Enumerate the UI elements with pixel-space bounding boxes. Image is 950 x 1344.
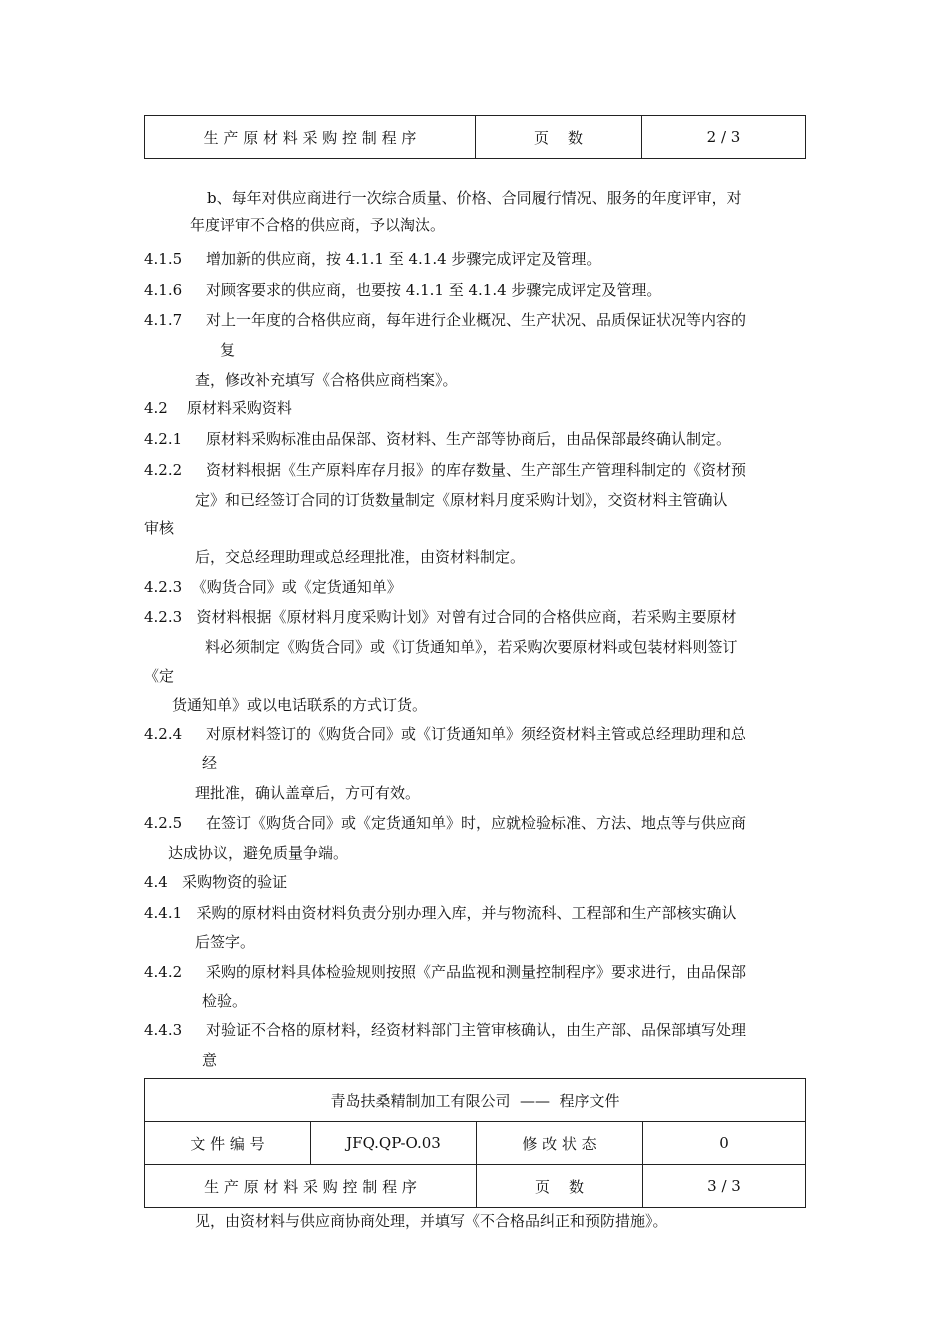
text-line: 后签字。 [195,933,256,951]
company-row [145,1079,806,1122]
header-row [145,116,806,159]
text-line: 年度评审不合格的供应商，予以淘汰。 [190,216,446,234]
text-line: 经 [202,754,218,772]
page-value-cell: 3 / 3 [643,1165,806,1208]
text-line: 货通知单》或以电话联系的方式订货。 [172,696,428,714]
text-line: 达成协议，避免质量争端。 [168,844,349,862]
revision-label-cell: 修 改 状 态 [477,1122,643,1165]
page-label-cell: 页 数 [477,1165,643,1208]
doc-title-cell: 生 产 原 材 料 采 购 控 制 程 序 [145,116,476,159]
text-line: 定》和已经签订合同的订货数量制定《原材料月度采购计划》，交资材料主管确认 [195,491,728,509]
company-title-cell: 青岛扶桑精制加工有限公司 —— 程序文件 [145,1079,806,1122]
doc-title-cell: 生 产 原 材 料 采 购 控 制 程 序 [145,1165,477,1208]
text-line: 4.2.4 对原材料签订的《购货合同》或《订货通知单》须经资材料主管或总经理助理和总 [144,725,747,743]
section-heading: 4.2 原材料采购资料 [144,399,292,417]
header-table-page-2 [144,115,806,159]
section-heading: 4.4 采购物资的验证 [144,873,288,891]
text-line: 4.1.6 对顾客要求的供应商，也要按 4.1.1 至 4.1.4 步骤完成评定及管理。 [144,281,662,299]
text-line: 料必须制定《购货合同》或《订货通知单》，若采购次要原材料或包装材料则签订 [205,638,738,656]
text-line: 4.2.3 《购货合同》或《定货通知单》 [144,578,402,596]
text-line: 4.4.1 采购的原材料由资材料负责分别办理入库，并与物流科、工程部和生产部核实确认 [144,904,737,922]
text-line: 查，修改补充填写《合格供应商档案》。 [195,371,458,389]
text-line: 4.2.1 原材料采购标准由品保部、资材料、生产部等协商后，由品保部最终确认制定。 [144,430,732,448]
text-line: 4.4.3 对验证不合格的原材料，经资材料部门主管审核确认，由生产部、品保部填写处理 [144,1021,747,1039]
text-line-continued: 见，由资材料与供应商协商处理，并填写《不合格品纠正和预防措施》。 [195,1212,668,1230]
text-line: 4.2.5 在签订《购货合同》或《定货通知单》时，应就检验标准、方法、地点等与供应商 [144,814,747,832]
text-line: 4.4.2 采购的原材料具体检验规则按照《产品监视和测量控制程序》要求进行，由品保部 [144,963,747,981]
file-no-label-cell: 文 件 编 号 [145,1122,311,1165]
text-line: 检验。 [202,992,248,1010]
text-line: 后，交总经理助理或总经理批准，由资材料制定。 [195,548,526,566]
header-table-page-3 [144,1078,806,1208]
file-info-row [145,1122,806,1165]
text-line: 4.1.5 增加新的供应商，按 4.1.1 至 4.1.4 步骤完成评定及管理。 [144,250,602,268]
text-line: 《定 [144,667,175,685]
text-line: b、每年对供应商进行一次综合质量、价格、合同履行情况、服务的年度评审，对 [207,189,742,207]
text-line: 理批准，确认盖章后，方可有效。 [195,784,421,802]
revision-value-cell: 0 [643,1122,806,1165]
text-line: 4.1.7 对上一年度的合格供应商，每年进行企业概况、生产状况、品质保证状况等内容的 [144,311,747,329]
page-value-cell: 2 / 3 [642,116,806,159]
text-line: 意 [202,1051,218,1069]
text-line: 4.2.3 资材料根据《原材料月度采购计划》对曾有过合同的合格供应商，若采购主要原材 [144,608,737,626]
text-line: 审核 [144,519,175,537]
file-no-value-cell: JFQ.QP-O.03 [311,1122,477,1165]
title-row [145,1165,806,1208]
text-line: 4.2.2 资材料根据《生产原料库存月报》的库存数量、生产部生产管理科制定的《资材预 [144,461,747,479]
page-label-cell: 页 数 [476,116,642,159]
text-line: 复 [220,341,236,359]
